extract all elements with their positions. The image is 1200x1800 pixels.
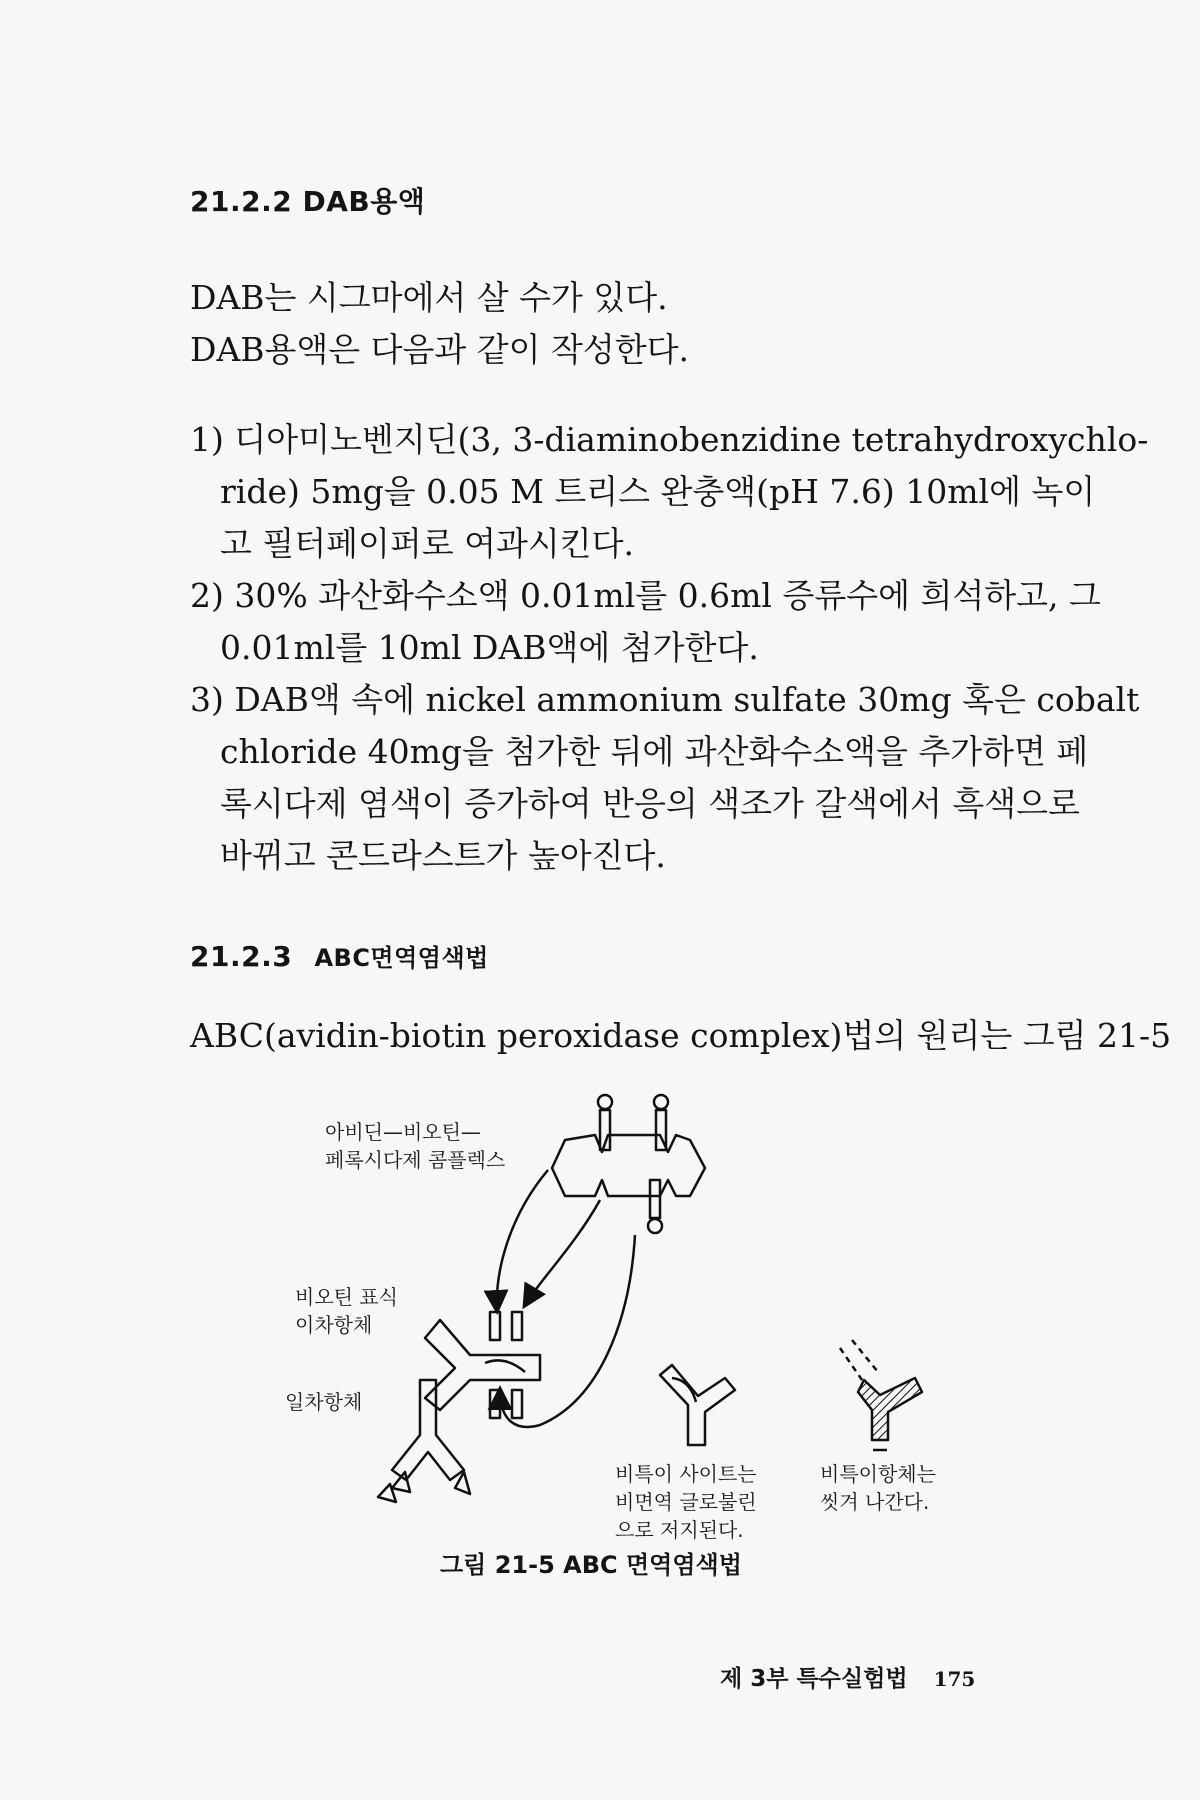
label-nonspecific-site: 비특이 사이트는 비면역 글로불린 으로 저지된다. xyxy=(615,1462,757,1542)
step-3-line: 3) DAB액 속에 nickel ammonium sulfate 30mg 혹은 cobalt xyxy=(190,680,1140,719)
nonspecific-site-shape xyxy=(660,1365,735,1445)
intro-line: DAB용액은 다음과 같이 작성한다. xyxy=(190,330,690,369)
label-nonspecific-antibody: 비특이항체는 씻겨 나간다. xyxy=(820,1462,936,1514)
step-2-line: 0.01ml를 10ml DAB액에 첨가한다. xyxy=(220,628,759,667)
label-primary-antibody: 일차항체 xyxy=(285,1390,363,1414)
intro-line: DAB는 시그마에서 살 수가 있다. xyxy=(190,278,668,317)
arrow-complex-to-antibody xyxy=(525,1200,600,1305)
section-heading-dab: 21.2.2 DAB용액 xyxy=(190,185,426,218)
nonspecific-antibody-shape xyxy=(840,1340,922,1450)
page-number: 175 xyxy=(933,1667,976,1691)
label-biotin-secondary-antibody: 비오틴 표식 이차항체 xyxy=(295,1285,398,1337)
step-3-line: 록시다제 염색이 증가하여 반응의 색조가 갈색에서 흑색으로 xyxy=(220,784,1080,823)
figure-caption: 그림 21-5 ABC 면역염색법 xyxy=(440,1551,742,1579)
page-footer xyxy=(720,1660,975,1693)
step-3-line: chloride 40mg을 첨가한 뒤에 과산화수소액을 추가하면 페 xyxy=(220,732,1089,771)
step-3-line: 바뀌고 콘드라스트가 높아진다. xyxy=(220,836,666,875)
step-1-line: ride) 5mg을 0.05 M 트리스 완충액(pH 7.6) 10ml에 녹이 xyxy=(220,472,1096,511)
abc-intro-line: ABC(avidin-biotin peroxidase complex)법의 원리는 그림 21-5 xyxy=(190,1016,1172,1055)
step-1-line: 고 필터페이퍼로 여과시킨다. xyxy=(220,524,635,563)
secondary-antibody-shape xyxy=(425,1312,540,1418)
step-2-line: 2) 30% 과산화수소액 0.01ml를 0.6ml 증류수에 희석하고, 그 xyxy=(190,576,1101,615)
step-1-line: 1) 디아미노벤지딘(3, 3-diaminobenzidine tetrahydroxychlo- xyxy=(190,420,1149,459)
label-abc-complex: 아비딘—비오틴— 페록시다제 콤플렉스 xyxy=(325,1120,506,1172)
section-title: ABC면역염색법 xyxy=(314,944,489,972)
arrow-binding-loop xyxy=(500,1235,635,1427)
arrow-complex-to-antibody xyxy=(497,1170,548,1310)
section-number: 21.2.3 xyxy=(190,940,293,973)
avidin-biotin-complex-shape xyxy=(552,1095,705,1233)
footer-part-title: 제 3부 특수실험법 xyxy=(720,1666,908,1692)
